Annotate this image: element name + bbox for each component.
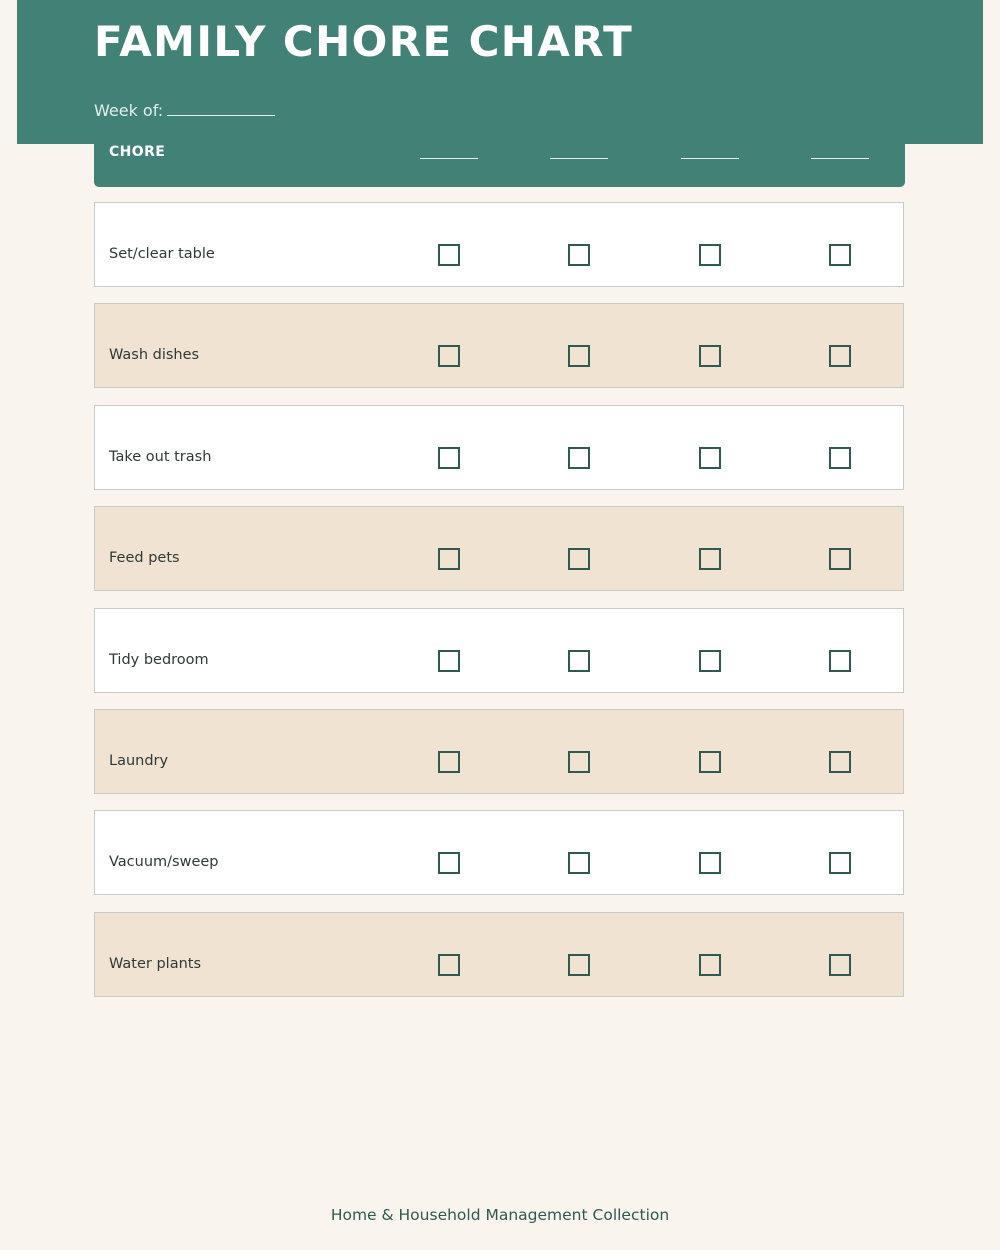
- chore-checkbox-day-4[interactable]: [829, 954, 851, 976]
- chore-checkbox-day-3[interactable]: [699, 244, 721, 266]
- chore-checkbox-day-1[interactable]: [438, 345, 460, 367]
- chore-checkbox-day-1[interactable]: [438, 447, 460, 469]
- chore-checkbox-day-2[interactable]: [568, 244, 590, 266]
- chore-label: Tidy bedroom: [109, 652, 209, 668]
- chore-row: [94, 709, 904, 794]
- chore-checkbox-day-3[interactable]: [699, 650, 721, 672]
- chore-checkbox-day-3[interactable]: [699, 548, 721, 570]
- chore-checkbox-day-1[interactable]: [438, 954, 460, 976]
- day-column-blank-2[interactable]: [550, 158, 608, 159]
- chore-row: [94, 912, 904, 997]
- chore-checkbox-day-2[interactable]: [568, 345, 590, 367]
- chore-row: [94, 405, 904, 490]
- page-title: FAMILY CHORE CHART: [94, 17, 634, 66]
- chore-checkbox-day-1[interactable]: [438, 244, 460, 266]
- chore-checkbox-day-2[interactable]: [568, 954, 590, 976]
- week-of-blank-line[interactable]: [167, 100, 275, 116]
- week-of-label: Week of:: [94, 101, 164, 120]
- chore-checkbox-day-1[interactable]: [438, 548, 460, 570]
- chore-checkbox-day-2[interactable]: [568, 447, 590, 469]
- chore-checkbox-day-2[interactable]: [568, 650, 590, 672]
- chore-label: Vacuum/sweep: [109, 854, 219, 870]
- chore-checkbox-day-1[interactable]: [438, 751, 460, 773]
- chore-checkbox-day-4[interactable]: [829, 751, 851, 773]
- day-column-blank-4[interactable]: [811, 158, 869, 159]
- chore-checkbox-day-4[interactable]: [829, 548, 851, 570]
- chore-row: [94, 810, 904, 895]
- chore-checkbox-day-3[interactable]: [699, 954, 721, 976]
- chore-checkbox-day-4[interactable]: [829, 447, 851, 469]
- chore-row: [94, 303, 904, 388]
- chore-checkbox-day-4[interactable]: [829, 345, 851, 367]
- chore-checkbox-day-4[interactable]: [829, 852, 851, 874]
- chore-column-header: CHORE: [109, 144, 166, 160]
- week-of-field[interactable]: [94, 100, 275, 122]
- chore-label: Take out trash: [109, 449, 212, 465]
- chore-checkbox-day-1[interactable]: [438, 852, 460, 874]
- chore-label: Feed pets: [109, 550, 180, 566]
- chore-checkbox-day-2[interactable]: [568, 852, 590, 874]
- chore-checkbox-day-3[interactable]: [699, 852, 721, 874]
- chore-checkbox-day-3[interactable]: [699, 751, 721, 773]
- day-column-blank-1[interactable]: [420, 158, 478, 159]
- chore-row: [94, 608, 904, 693]
- chore-checkbox-day-4[interactable]: [829, 244, 851, 266]
- chore-checkbox-day-4[interactable]: [829, 650, 851, 672]
- chore-row: [94, 506, 904, 591]
- chore-label: Laundry: [109, 753, 169, 769]
- chore-checkbox-day-1[interactable]: [438, 650, 460, 672]
- chore-label: Water plants: [109, 956, 202, 972]
- chore-checkbox-day-3[interactable]: [699, 447, 721, 469]
- chore-checkbox-day-3[interactable]: [699, 345, 721, 367]
- chore-row: [94, 202, 904, 287]
- chore-checkbox-day-2[interactable]: [568, 751, 590, 773]
- table-header: [94, 144, 905, 187]
- footer-text: Home & Household Management Collection: [330, 1206, 670, 1224]
- chore-label: Wash dishes: [109, 347, 200, 363]
- chore-label: Set/clear table: [109, 246, 215, 262]
- chore-checkbox-day-2[interactable]: [568, 548, 590, 570]
- day-column-blank-3[interactable]: [681, 158, 739, 159]
